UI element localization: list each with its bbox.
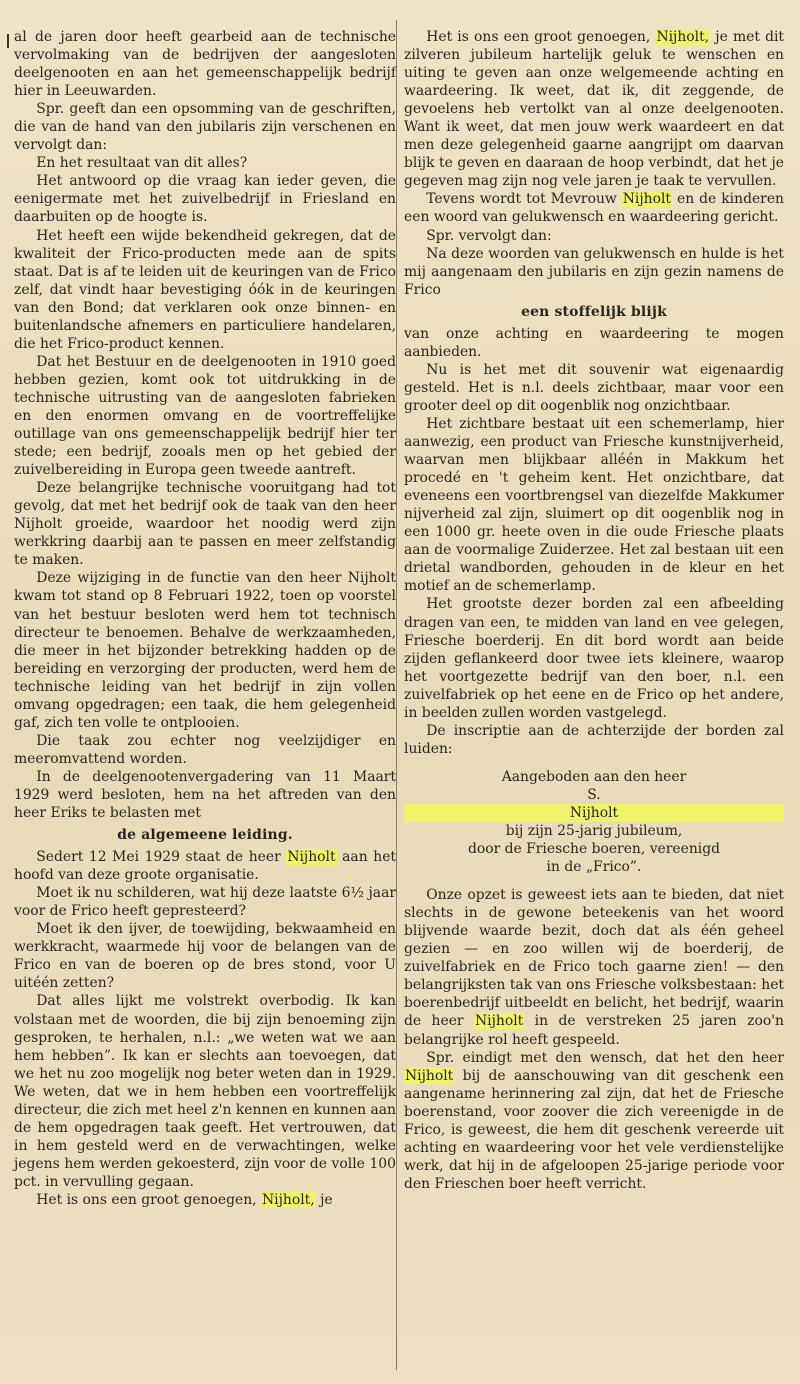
- text-run: S.: [587, 786, 601, 803]
- text-run: Het is ons een groot genoegen,: [36, 1192, 261, 1208]
- paragraph: De inscriptie aan de achterzijde der borden zal luiden:: [404, 722, 784, 757]
- text-run: je met dit zilveren jubileum hartelijk geluk te wenschen en uiting te geven aan onze welgemeende achting en waardeering. Ik weet, dat ik, dit zeggende, de gevoelens heb vertolkt van al onze deelgenooten. Want ik weet, dat men jouw werk waardeert en dat men deze gelegenheid gaarne aangrijpt om daarvan blijk te geven en daaraan de hoop verbindt, dat het je gegeven mag zijn nog vele jaren je taak te vervullen.: [404, 29, 784, 190]
- highlighted-name: Nijholt: [405, 1067, 454, 1084]
- paragraph: Het heeft een wijde bekendheid gekregen, dat de kwaliteit der Frico-producten mede aan de spits staat. Dat is af te leiden uit de keuringen van de Frico zelf, dat vindt haar bevestiging óók in de keuringen van den Bond; dat verklaren ook onze binnen- en buitenlandsche afnemers en particuliere handelaren, die het Frico-product kennen.: [14, 227, 396, 352]
- paragraph: [404, 1049, 784, 1193]
- left-column: [14, 28, 396, 1209]
- paragraph: En het resultaat van dit alles?: [36, 155, 248, 172]
- highlighted-name: Nijholt: [474, 1013, 524, 1030]
- highlighted-name: Nijholt: [404, 804, 784, 822]
- section-heading: een stoffelijk blijk: [521, 303, 667, 320]
- paragraph: Moet ik den ijver, de toewijding, bekwaamheid en werkkracht, waarmede hij voor de belangen van de Frico en van de boeren op de bres stond, voor U uitéén zetten?: [14, 921, 396, 992]
- paragraph: Nu is het met dit souvenir wat eigenaardig gesteld. Het is n.l. deels zichtbaar, maar voor een grooter deel op dit oogenblik nog onzichtbaar.: [404, 361, 784, 414]
- paragraph: Na deze woorden van gelukwensch en hulde is het mij aangenaam den jubilaris en zijn gezin namens de Frico: [404, 245, 784, 298]
- text-run: bij de aanschouwing van dit geschenk een aangename herinnering zal zijn, dat het de Friesche boerenstand, voor zoover die zich vereenigde in de Frico, is geweest, die hem dit geschenk vereerde uit achting en waardeering voor het vele verdienstelijke werk, dat hij in de afgeloopen 25-jarige periode voor den Frieschen boer heeft verricht.: [404, 1067, 784, 1192]
- paragraph: In de deelgenootenvergadering van 11 Maart 1929 werd besloten, hem na het aftreden van den heer Eriks te belasten met: [14, 768, 396, 822]
- paragraph: [14, 1191, 396, 1209]
- column-divider: [396, 20, 397, 1370]
- text-run: aan het hoofd van deze groote organisatie.: [14, 849, 396, 884]
- paragraph: Moet ik nu schilderen, wat hij deze laatste 6½ jaar voor de Frico heeft gepresteerd?: [14, 885, 396, 920]
- paragraph: Die taak zou echter nog veelzijdiger en meeromvattend worden.: [14, 732, 396, 767]
- inscription: [404, 768, 784, 876]
- highlighted-name: Nijholt: [622, 191, 672, 208]
- paragraph: [404, 886, 784, 1048]
- text-run: Sedert 12 Mei 1929 staat de heer: [36, 849, 287, 866]
- text-run: Tevens wordt tot Mevrouw: [426, 191, 622, 208]
- inscription-line: [404, 786, 784, 840]
- paragraph: Deze wijziging in de functie van den heer Nijholt kwam tot stand op 8 Februari 1922, toen op voorstel van het bestuur besloten werd hem tot technisch directeur te benoemen. Behalve de werkzaamheden, die meer in het bijzonder betrekking hadden op de bereiding en verzorging der producten, werd hem de technische leiding van het bedrijf in zijn vollen omvang opgedragen; een taak, die hem gelegenheid gaf, zich ten volle te ontplooien.: [14, 570, 396, 731]
- paragraph: Dat alles lijkt me volstrekt overbodig. Ik kan volstaan met de woorden, die bij zijn benoeming zijn gesproken, te herhalen, n.l.: „we weten wat we aan hem hebben”. Ik kan er slechts aan toevoegen, dat we het nu zoo mogelijk nog beter weten dan in 1929. We weten, dat we in hem hebben een voortreffelijk directeur, die zich met heel z'n kennen en kunnen aan de hem opgedragen taak geeft. Het vertrouwen, dat in hem gesteld werd en de verwachtingen, welke jegens hem werden gekoesterd, zijn voor de volle 100 pct. in vervulling gegaan.: [14, 993, 396, 1190]
- paragraph: Het zichtbare bestaat uit een schemerlamp, hier aanwezig, een product van Friesche kunstnijverheid, waarvan men blijkbaar alléén in Makkum het procedé en 't geheim kent. Het onzichtbare, dat eveneens een voortbrengsel van diezelfde Makkumer nijverheid zal zijn, sluimert op dit oogenblik nog in een 1000 gr. heete oven in die oude Friesche plaats aan de voormalige Zuiderzee. Het zal bestaan uit een drietal wandborden, gehouden in de kleur en het motief an de schemerlamp.: [404, 415, 784, 595]
- text-run: Het is ons een groot genoegen,: [426, 29, 656, 45]
- paragraph: Deze belangrijke technische vooruitgang had tot gevolg, dat met het bedrijf ook de taak van den heer Nijholt groeide, waardoor het noodig werd zijn werkkring daarbij aan te passen en meer zelfstandig te maken.: [14, 480, 396, 569]
- column-marker: [7, 34, 9, 48]
- section-heading: de algemeene leiding.: [117, 827, 293, 844]
- paragraph: [14, 848, 396, 884]
- highlighted-name: Nijholt,: [262, 1192, 315, 1208]
- paragraph: Spr. geeft dan een opsomming van de geschriften, die van de hand van den jubilaris zijn verschenen en vervolgt dan:: [14, 101, 396, 154]
- highlighted-name: Nijholt,: [656, 29, 710, 45]
- text-run: Spr. eindigt met den wensch, dat het den heer: [426, 1049, 784, 1066]
- paragraph: Spr. vervolgt dan:: [426, 227, 552, 244]
- paragraph: [404, 28, 784, 190]
- text-run: bij zijn 25-jarig jubileum,: [505, 823, 683, 840]
- right-column: [404, 28, 784, 1193]
- highlighted-name: Nijholt: [287, 849, 336, 866]
- text-run: Onze opzet is geweest iets aan te bieden, dat niet slechts in de gewone beteekenis van het woord blijvende waarde bezit, doch dat als één geheel gezien — en zoo willen wij de boerderij, de zuivelfabriek en de Frico toch gaarne zien! — den belangrijksten tak van ons Friesche volksbestaan: het boerenbedrijf uitbeeldt en belicht, het bedrijf, waarin de heer: [404, 887, 784, 1030]
- paragraph: Dat het Bestuur en de deelgenooten in 1910 goed hebben gezien, komt ook tot uitdrukking in de technische uitrusting van de aangesloten fabrieken en den enormen omvang en de voortreffelijke outillage van ons gemeenschappelijk bedrijf hier ter stede; een bedrijf, zooals men op het gebied der zuivelbereiding in Europa geen tweede aantreft.: [14, 353, 396, 479]
- inscription-line: Aangeboden aan den heer: [501, 768, 687, 785]
- paragraph: Het antwoord op die vraag kan ieder geven, die eenigermate met het zuivelbedrijf in Friesland en daarbuiten op de hoogte is.: [14, 173, 396, 226]
- text-run: je: [315, 1192, 333, 1208]
- paragraph: al de jaren door heeft gearbeid aan de technische vervolmaking van de bedrijven der aangesloten deelgenooten en aan het gemeenschappelijk bedrijf hier in Leeuwarden.: [14, 29, 396, 100]
- inscription-line: door de Friesche boeren, vereenigd: [467, 841, 721, 858]
- text-run: in de verstreken 25 jaren zoo'n belangrijke rol heeft gespeeld.: [404, 1013, 784, 1048]
- text-run: en de kinderen een woord van gelukwensch en waardeering gericht.: [404, 191, 784, 226]
- paragraph: [404, 190, 784, 226]
- paragraph: van onze achting en waardeering te mogen aanbieden.: [404, 325, 784, 360]
- paragraph: Het grootste dezer borden zal een afbeelding dragen van een, te midden van land en vee gelegen, Friesche boerderij. En dit bord wordt aan beide zijden geflankeerd door twee iets kleinere, waarop het voortgezette bedrijf van den boer, n.l. een zuivelfabriek op het eene en de Frico op het andere, in beelden zullen worden vastgelegd.: [404, 596, 784, 721]
- inscription-line: in de „Frico”.: [546, 859, 642, 876]
